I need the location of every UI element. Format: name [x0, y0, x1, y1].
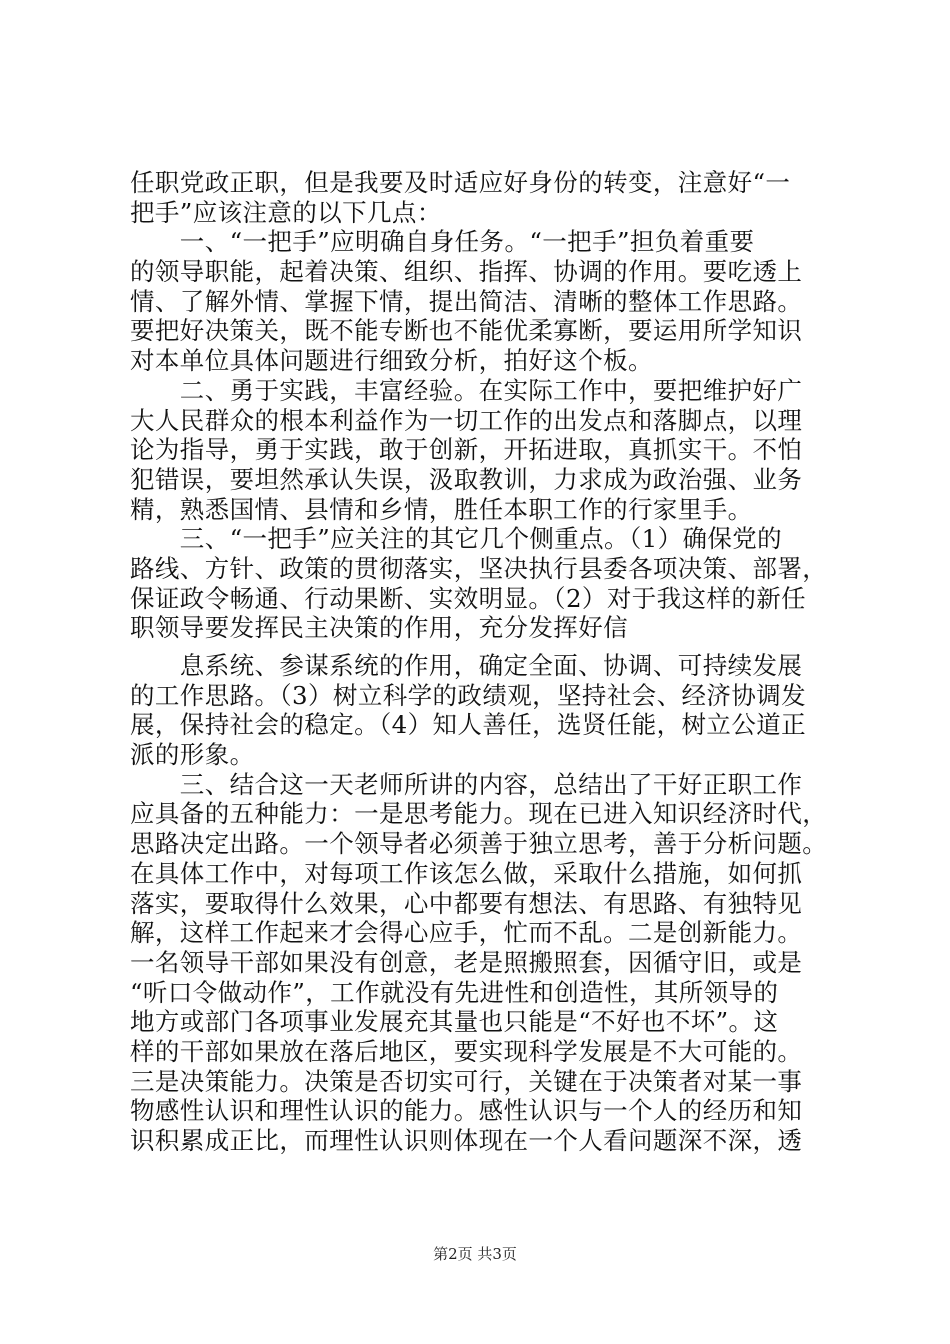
text-line: 的领导职能，起着决策、组织、指挥、协调的作用。要吃透上	[130, 257, 803, 287]
text-line: 三、“一把手”应关注的其它几个侧重点。（1）确保党的	[130, 524, 783, 554]
text-line: 落实，要取得什么效果，心中都要有想法、有思路、有独特见	[130, 888, 803, 918]
text-line: 论为指导，勇于实践，敢于创新，开拓进取，真抓实干。不怕	[130, 435, 803, 465]
text-line: 情、了解外情、掌握下情，提出简洁、清晰的整体工作思路。	[130, 286, 803, 316]
text-line: 样的干部如果放在落后地区，要实现科学发展是不大可能的。	[130, 1036, 803, 1066]
text-gap	[130, 643, 830, 651]
text-line: 应具备的五种能力：一是思考能力。现在已进入知识经济时代，	[130, 799, 828, 829]
text-line: 物感性认识和理性认识的能力。感性认识与一个人的经历和知	[130, 1096, 803, 1126]
text-line: 在具体工作中，对每项工作该怎么做，采取什么措施，如何抓	[130, 858, 803, 888]
text-line: 解，这样工作起来才会得心应手，忙而不乱。二是创新能力。	[130, 918, 803, 948]
document-body	[130, 168, 830, 1156]
text-line: 三是决策能力。决策是否切实可行，关键在于决策者对某一事	[130, 1066, 803, 1096]
text-line: 一、“一把手”应明确自身任务。“一把手”担负着重要	[130, 227, 755, 257]
text-line: 路线、方针、政策的贯彻落实，坚决执行县委各项决策、部署，	[130, 553, 828, 583]
text-line: 的工作思路。（3）树立科学的政绩观，坚持社会、经济协调发	[130, 680, 807, 710]
text-block-1	[130, 168, 830, 643]
text-line: 地方或部门各项事业发展充其量也只能是“不好也不坏”。这	[130, 1007, 779, 1037]
text-line: 一名领导干部如果没有创意，老是照搬照套，因循守旧，或是	[130, 947, 803, 977]
text-line: 对本单位具体问题进行细致分析，拍好这个板。	[130, 346, 653, 376]
text-line: 派的形象。	[130, 740, 255, 770]
text-line: “听口令做动作”，工作就没有先进性和创造性，其所领导的	[130, 977, 779, 1007]
text-line: 思路决定出路。一个领导者必须善于独立思考，善于分析问题。	[130, 829, 828, 859]
text-line: 三、结合这一天老师所讲的内容，总结出了干好正职工作	[130, 769, 803, 799]
text-line: 任职党政正职，但是我要及时适应好身份的转变，注意好“一	[130, 168, 791, 197]
text-line: 把手”应该注意的以下几点：	[130, 197, 442, 227]
text-line: 精，熟悉国情、县情和乡情，胜任本职工作的行家里手。	[130, 494, 753, 524]
text-line: 大人民群众的根本利益作为一切工作的出发点和落脚点，以理	[130, 405, 803, 435]
text-line: 职领导要发挥民主决策的作用，充分发挥好信	[130, 613, 628, 643]
text-block-2	[130, 651, 830, 1156]
text-line: 息系统、参谋系统的作用，确定全面、协调、可持续发展	[130, 651, 803, 680]
text-line: 二、勇于实践，丰富经验。在实际工作中，要把维护好广	[130, 375, 803, 405]
text-line: 要把好决策关，既不能专断也不能优柔寡断，要运用所学知识	[130, 316, 803, 346]
text-line: 犯错误，要坦然承认失误，汲取教训，力求成为政治强、业务	[130, 464, 803, 494]
page-footer: 第2页 共3页	[433, 1245, 517, 1263]
text-line: 展，保持社会的稳定。（4）知人善任，选贤任能，树立公道正	[130, 710, 807, 740]
text-line: 保证政令畅通、行动果断、实效明显。（2）对于我这样的新任	[130, 583, 807, 613]
text-line: 识积累成正比，而理性认识则体现在一个人看问题深不深，透	[130, 1126, 803, 1155]
